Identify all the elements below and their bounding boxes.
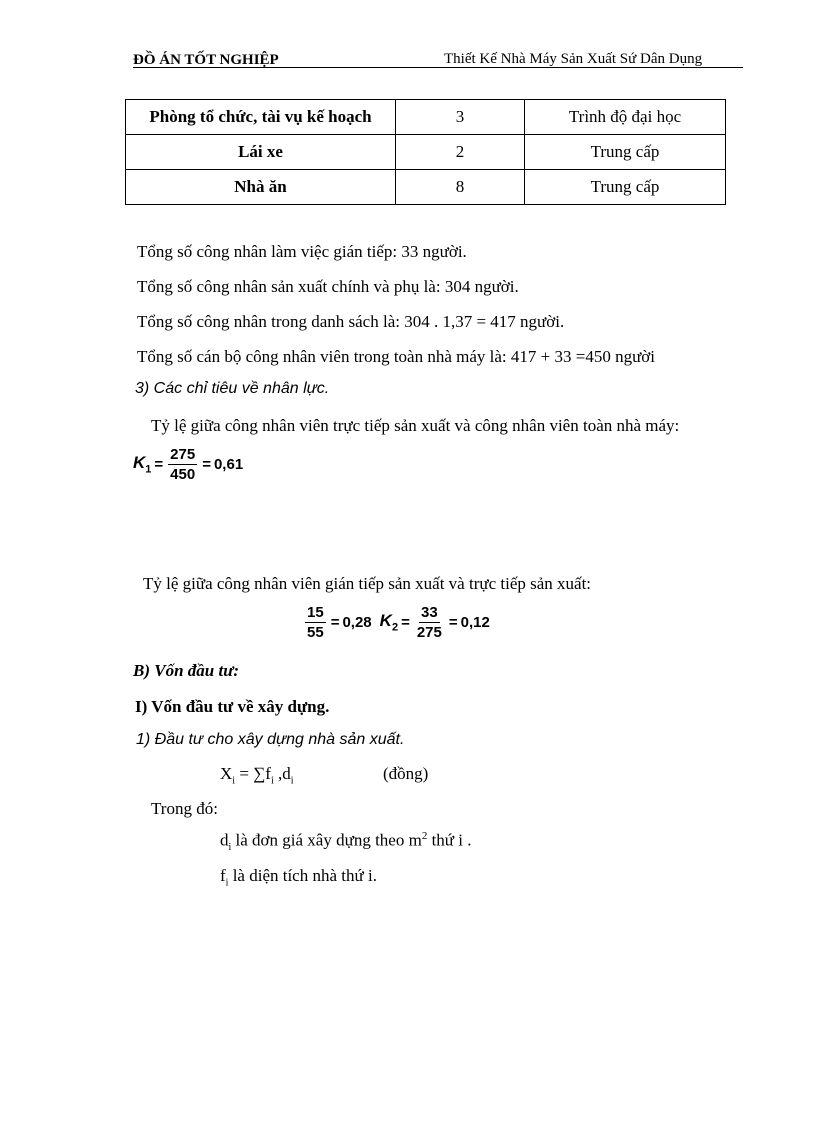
total-staff-line: Tổng số cán bộ công nhân viên trong toàn nhà máy là: 417 + 33 =450 người bbox=[137, 347, 656, 366]
k1-fraction: $\frac{275}{450}$ bbox=[170, 446, 196, 483]
department-cell: Lái xe bbox=[126, 135, 396, 170]
table-row bbox=[126, 135, 726, 170]
ratio-2-text: Tỷ lệ giữa công nhân viên gián tiếp sản xuất và trực tiếp sản xuất: bbox=[143, 574, 592, 593]
k2-fraction: $\frac{33}{275}$ bbox=[416, 604, 442, 641]
k2-symbol: $K_2$ bbox=[379, 611, 399, 634]
where-label: Trong đó: bbox=[151, 799, 218, 818]
count-cell: 3 bbox=[396, 100, 525, 135]
unit-label: (đồng) bbox=[383, 764, 429, 783]
section-b-heading: B) Vốn đầu tư: bbox=[133, 661, 240, 680]
table-row bbox=[126, 100, 726, 135]
section-3-heading: 3) Các chỉ tiêu về nhân lực. bbox=[135, 380, 330, 397]
level-cell: Trung cấp bbox=[525, 135, 726, 170]
production-workers-line: Tổng số công nhân sản xuất chính và phụ là: 304 người. bbox=[137, 277, 519, 296]
k2-result: 0,12 bbox=[460, 614, 490, 631]
header-rule bbox=[133, 67, 743, 68]
investment-formula: $X_i = \sum f_i$ $,d_i$ bbox=[220, 764, 294, 787]
definition-d: $d_i$ là đơn giá xây dựng theo $m^2$ thứ i . bbox=[220, 830, 472, 854]
section-b-sub1: I) Vốn đầu tư về xây dựng. bbox=[135, 697, 330, 716]
staff-table bbox=[125, 99, 726, 205]
k1-symbol: $K_1$ bbox=[133, 453, 152, 476]
level-cell: Trình độ đại học bbox=[525, 100, 726, 135]
definition-f: $f_i$ là diện tích nhà thứ i. bbox=[220, 866, 377, 889]
list-workers-line: Tổng số công nhân trong danh sách là: 304 . 1,37 = 417 người. bbox=[137, 312, 565, 331]
f1-fraction: $\frac{15}{55}$ bbox=[307, 604, 324, 641]
level-cell: Trung cấp bbox=[525, 170, 726, 205]
k1-formula: $K_1$ = $\frac{275}{450}$ = 0,61 bbox=[133, 446, 244, 483]
header-left-title: ĐỒ ÁN TỐT NGHIỆP bbox=[133, 52, 279, 68]
table-row bbox=[126, 170, 726, 205]
department-cell: Phòng tổ chức, tài vụ kế hoạch bbox=[126, 100, 396, 135]
header-right-title: Thiết Kế Nhà Máy Sản Xuất Sứ Dân Dụng bbox=[444, 51, 703, 67]
indirect-workers-line: Tổng số công nhân làm việc gián tiếp: 33 người. bbox=[137, 242, 467, 261]
count-cell: 2 bbox=[396, 135, 525, 170]
count-cell: 8 bbox=[396, 170, 525, 205]
section-b-sub1-1: 1) Đầu tư cho xây dựng nhà sản xuất. bbox=[136, 731, 405, 748]
department-cell: Nhà ăn bbox=[126, 170, 396, 205]
k2-formula: $\frac{15}{55}$ = 0,28 $K_2$ = $\frac{33}{275}$ = 0,12 bbox=[307, 604, 490, 641]
k1-result: 0,61 bbox=[213, 456, 244, 473]
ratio-1-text: Tỷ lệ giữa công nhân viên trực tiếp sản xuất và công nhân viên toàn nhà máy: bbox=[151, 416, 680, 435]
f1-result: 0,28 bbox=[342, 614, 372, 631]
